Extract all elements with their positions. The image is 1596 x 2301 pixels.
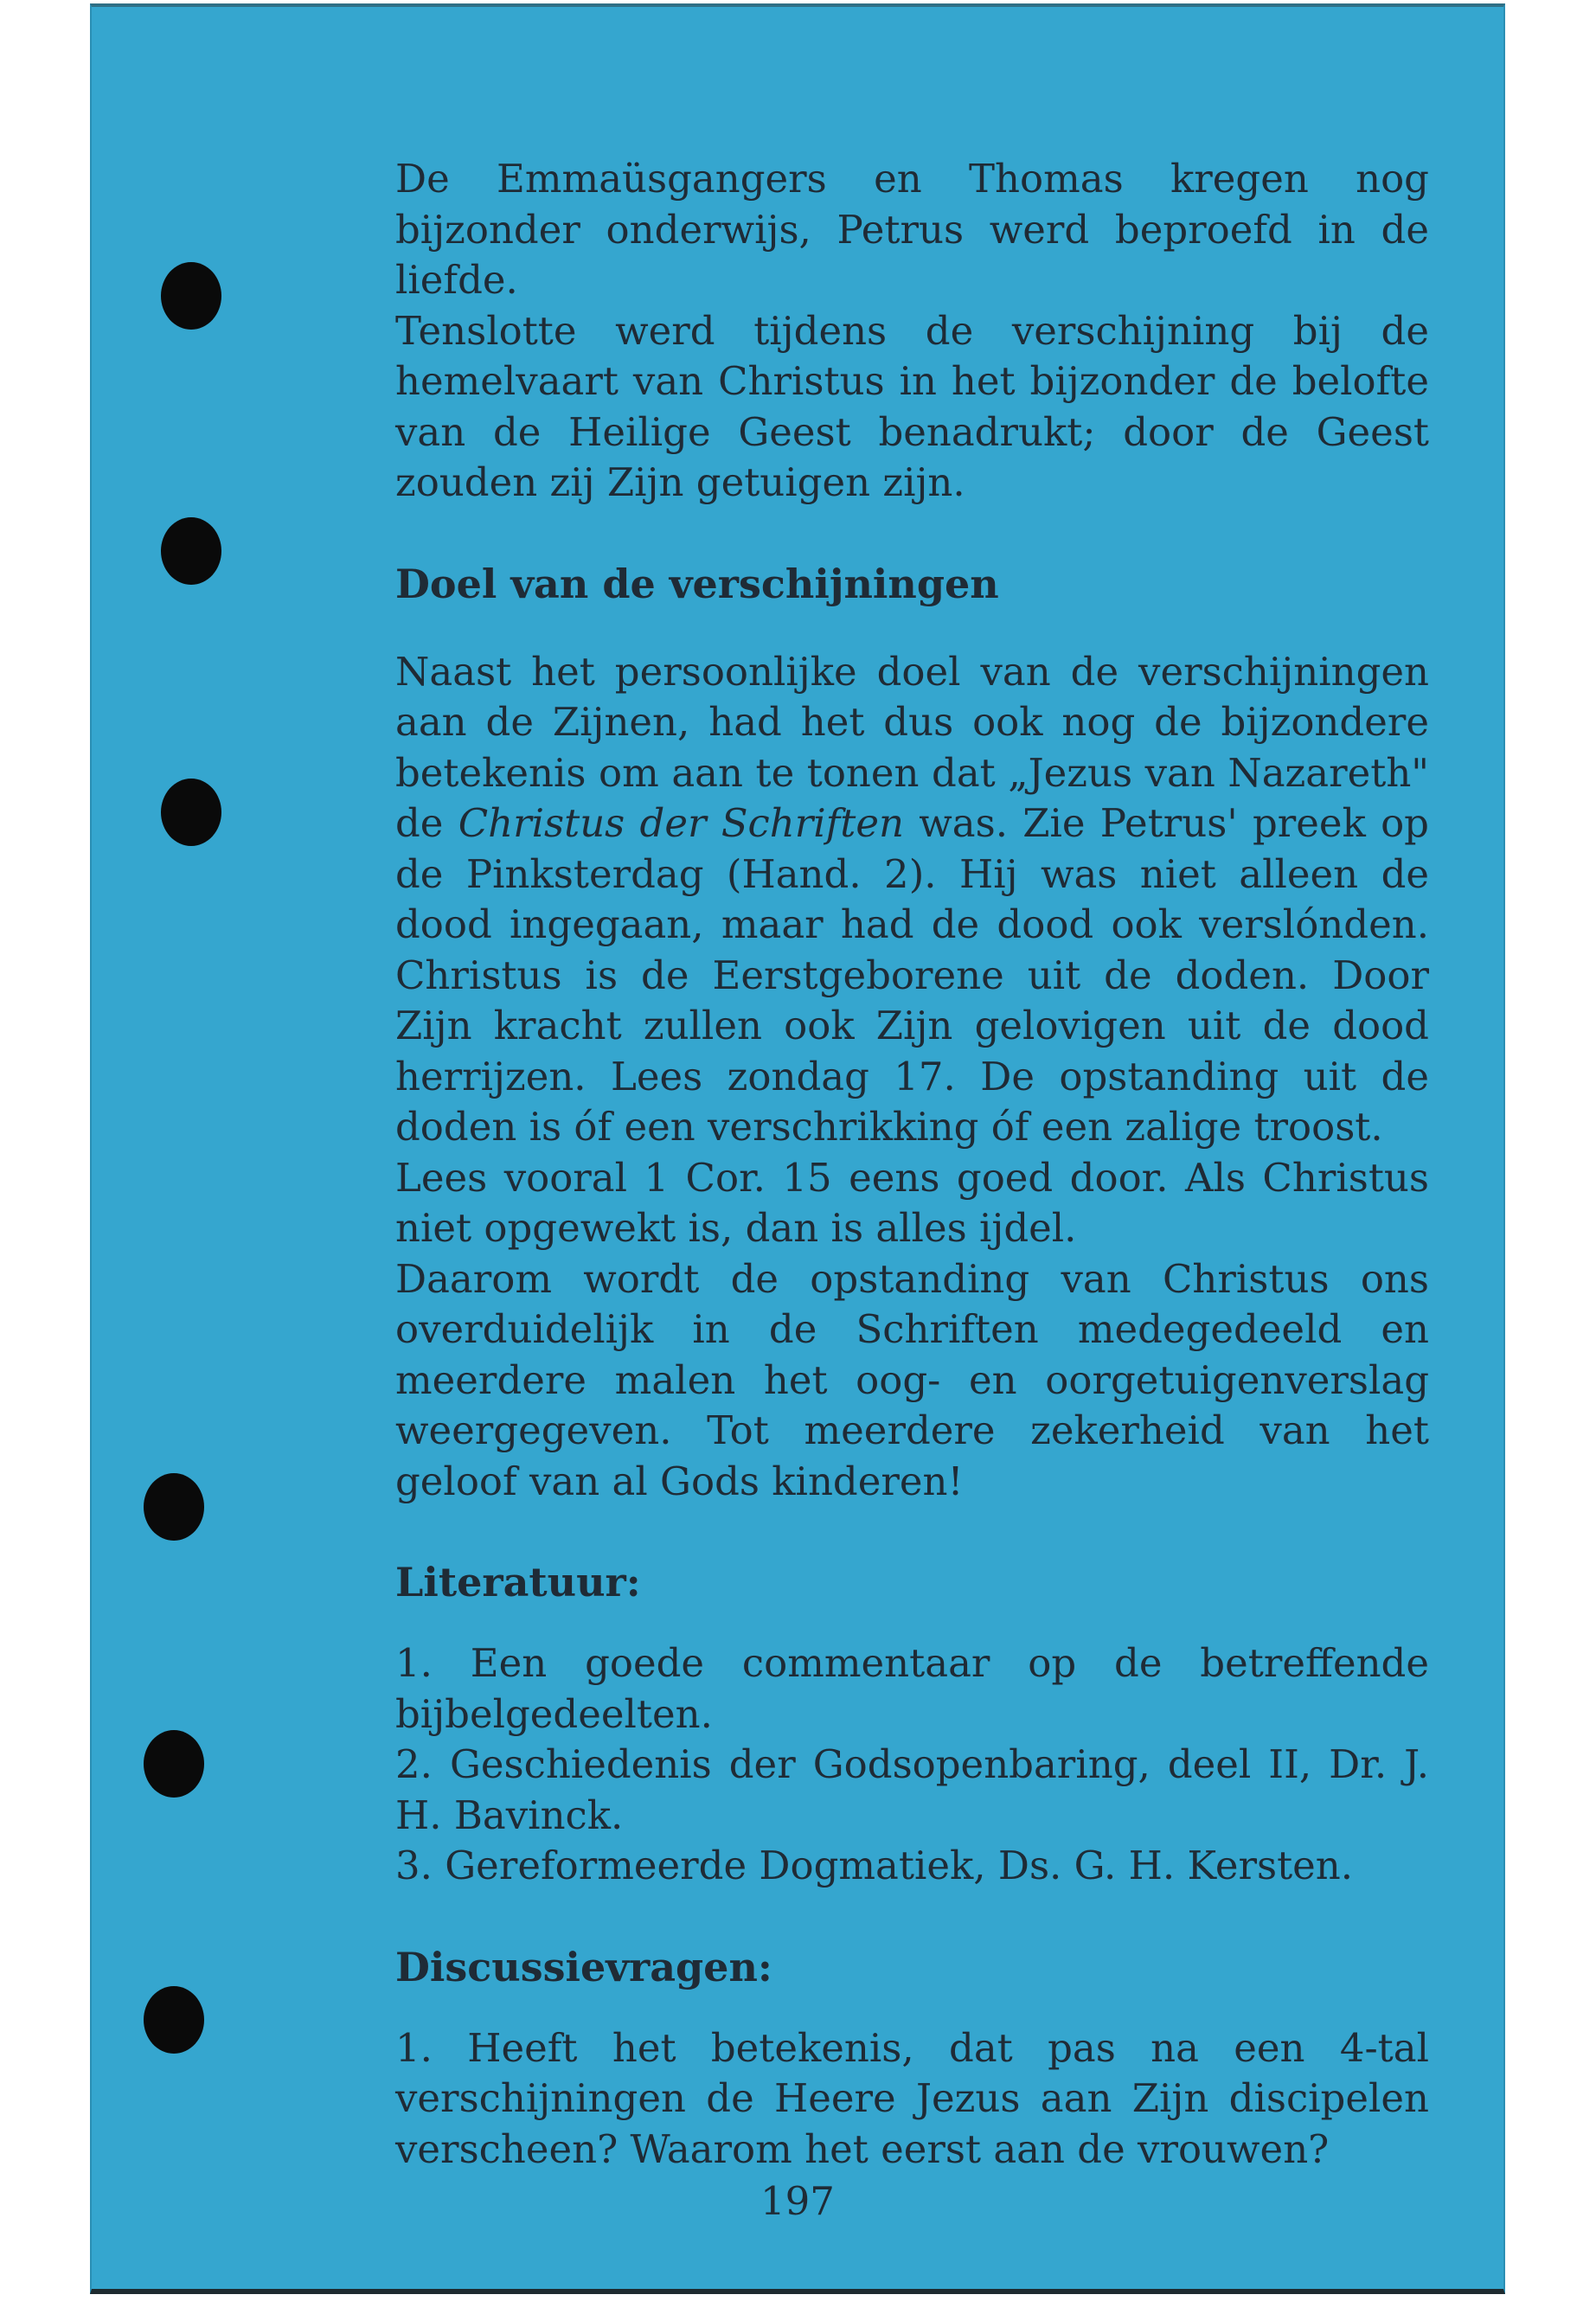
paragraph — [395, 647, 1429, 1153]
paragraph: Tenslotte werd tijdens de verschijning bij de hemelvaart van Christus in het bijzonder de belofte van de Heilige Geest benadrukt; door de Geest zouden zij Zijn getuigen zijn. — [395, 307, 1429, 505]
section-heading: Doel van de verschijningen — [395, 560, 999, 607]
section-heading: Discussievragen: — [395, 1943, 772, 1990]
binder-hole — [161, 517, 221, 585]
binder-hole — [161, 779, 221, 846]
paragraph: De Emmaüsgangers en Thomas kregen nog bijzonder onderwijs, Petrus werd beproefd in de liefde. — [395, 156, 1429, 303]
binder-hole — [144, 1473, 204, 1541]
text-column — [395, 154, 1429, 2175]
page-number: 197 — [760, 2178, 835, 2224]
section-heading: Literatuur: — [395, 1559, 641, 1606]
list-item: 3. Gereformeerde Dogmatiek, Ds. G. H. Kersten. — [395, 1843, 1354, 1888]
binder-hole — [144, 1730, 204, 1798]
text-span: Naast het persoonlijke doel van de verschijningen aan de Zijnen, had het dus ook nog de bijzondere betekenis om aan te tonen dat „Jezus van Nazareth" de — [395, 648, 1429, 846]
list-item: 1. Een goede commentaar op de betreffende bijbelgedeelten. — [395, 1640, 1429, 1737]
text-span: was. Zie Petrus' preek op de Pinksterdag (Hand. 2). Hij was niet alleen de dood ingegaan, maar had de dood ook verslónden. Christus is de Eerstgeborene uit de doden. Door Zijn kracht zullen ook Zijn gelovigen uit de dood herrijzen. Lees zondag 17. De opstanding uit de doden is óf een verschrikking óf een zalige troost. — [395, 800, 1429, 1150]
page-sheet — [90, 3, 1505, 2294]
binder-hole — [161, 262, 221, 330]
paragraph: Lees vooral 1 Cor. 15 eens goed door. Als Christus niet opgewekt is, dan is alles ijdel. — [395, 1154, 1429, 1251]
list-item: 2. Geschiedenis der Godsopenbaring, deel II, Dr. J. H. Bavinck. — [395, 1741, 1429, 1838]
paragraph: Daarom wordt de opstanding van Christus ons overduidelijk in de Schriften medegedeeld en meerdere malen het oog- en oorgetuigenverslag weergegeven. Tot meerdere zekerheid van het geloof van al Gods kinderen! — [395, 1255, 1429, 1504]
italic-phrase: Christus der Schriften — [458, 800, 904, 846]
binder-hole — [144, 1986, 204, 2054]
question: 1. Heeft het betekenis, dat pas na een 4-tal verschijningen de Heere Jezus aan Zijn discipelen verscheen? Waarom het eerst aan de vrouwen? — [395, 2024, 1429, 2172]
